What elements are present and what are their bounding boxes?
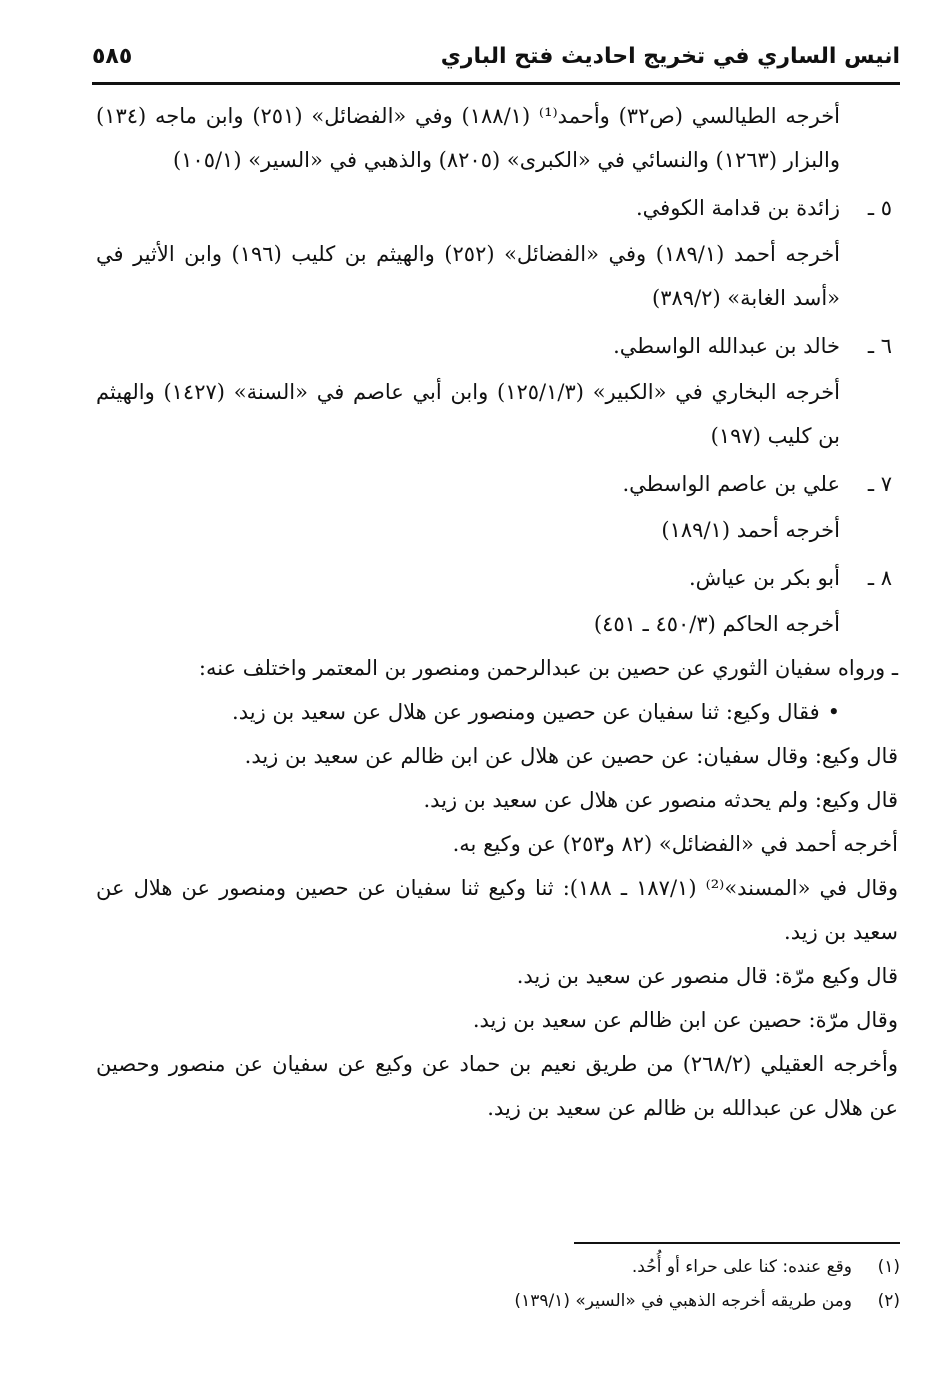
narrator-8 (96, 556, 898, 600)
narrator-6 (96, 324, 898, 368)
paragraph-6: ـ ورواه سفيان الثوري عن حصين بن عبدالرحمن ومنصور بن المعتمر واختلف عنه: (198, 656, 898, 680)
paragraph-7 (96, 690, 898, 734)
narrator-5-name: زائدة بن قدامة الكوفي. (635, 196, 840, 220)
header-divider (92, 82, 900, 85)
footnote-1-number: (١) (877, 1257, 900, 1277)
paragraph-7-text: فقال وكيع: ثنا سفيان عن حصين ومنصور عن هلال عن سعيد بن زيد. (232, 700, 820, 724)
paragraph-8: قال وكيع: وقال سفيان: عن حصين عن هلال عن ابن ظالم عن سعيد بن زيد. (244, 744, 898, 768)
main-text (96, 94, 898, 1130)
paragraph-5: أخرجه الحاكم (٤٥٠/٣ ـ ٤٥١) (593, 612, 840, 636)
footnotes (96, 1250, 900, 1318)
bullet-icon: • (827, 700, 840, 724)
footnote-1-text: وقع عنده: كنا على حراء أو أُحُد. (631, 1257, 852, 1277)
narrator-7 (96, 462, 898, 506)
narrator-5 (96, 186, 898, 230)
paragraph-1: أخرجه الطيالسي (ص٣٢) وأحمد⁽¹⁾ (١٨٨/١) وفي «الفضائل» (٢٥١) وابن ماجه (١٣٤) والبزار (١٢٦٣) والنسائي في «الكبرى» (٨٢٠٥) والذهبي في «السير» (١٠٥/١) (96, 104, 841, 172)
page-number: ٥٨٥ (92, 44, 133, 69)
paragraph-3: أخرجه البخاري في «الكبير» (١٢٥/١/٣) وابن أبي عاصم في «السنة» (١٤٢٧) والهيثم بن كليب (١٩٧) (96, 380, 841, 448)
paragraph-4: أخرجه أحمد (١٨٩/١) (661, 518, 840, 542)
footnote-2 (96, 1284, 900, 1318)
narrator-8-number: ٨ ـ (867, 566, 892, 590)
footnote-divider (574, 1242, 900, 1244)
narrator-6-name: خالد بن عبدالله الواسطي. (613, 334, 840, 358)
footnote-1 (96, 1250, 900, 1284)
paragraph-13: وقال مرّة: حصين عن ابن ظالم عن سعيد بن زيد. (472, 1008, 898, 1032)
footnote-2-text: ومن طريقه أخرجه الذهبي في «السير» (١٣٩/١) (514, 1291, 852, 1311)
paragraph-9: قال وكيع: ولم يحدثه منصور عن هلال عن سعيد بن زيد. (423, 788, 898, 812)
narrator-7-number: ٧ ـ (867, 472, 892, 496)
paragraph-10: أخرجه أحمد في «الفضائل» (٨٢ و٢٥٣) عن وكيع به. (452, 832, 898, 856)
page-header (92, 40, 900, 80)
narrator-7-name: علي بن عاصم الواسطي. (622, 472, 840, 496)
narrator-5-number: ٥ ـ (867, 196, 892, 220)
footnote-2-number: (٢) (877, 1291, 900, 1311)
paragraph-11: وقال في «المسند»⁽²⁾ (١٨٧/١ ـ ١٨٨): ثنا وكيع ثنا سفيان عن حصين ومنصور عن هلال عن سعيد بن زيد. (96, 876, 898, 944)
book-title: انيس الساري في تخريج احاديث فتح الباري (440, 44, 900, 69)
paragraph-2: أخرجه أحمد (١٨٩/١) وفي «الفضائل» (٢٥٢) والهيثم بن كليب (١٩٦) وابن الأثير في «أسد الغابة» (٣٨٩/٢) (96, 242, 841, 310)
paragraph-12: قال وكيع مرّة: قال منصور عن سعيد بن زيد. (516, 964, 898, 988)
paragraph-14: وأخرجه العقيلي (٢٦٨/٢) من طريق نعيم بن حماد عن وكيع عن سفيان عن منصور وحصين عن هلال عن عبدالله بن ظالم عن سعيد بن زيد. (96, 1052, 898, 1120)
narrator-8-name: أبو بكر بن عياش. (689, 566, 840, 590)
narrator-6-number: ٦ ـ (867, 334, 892, 358)
